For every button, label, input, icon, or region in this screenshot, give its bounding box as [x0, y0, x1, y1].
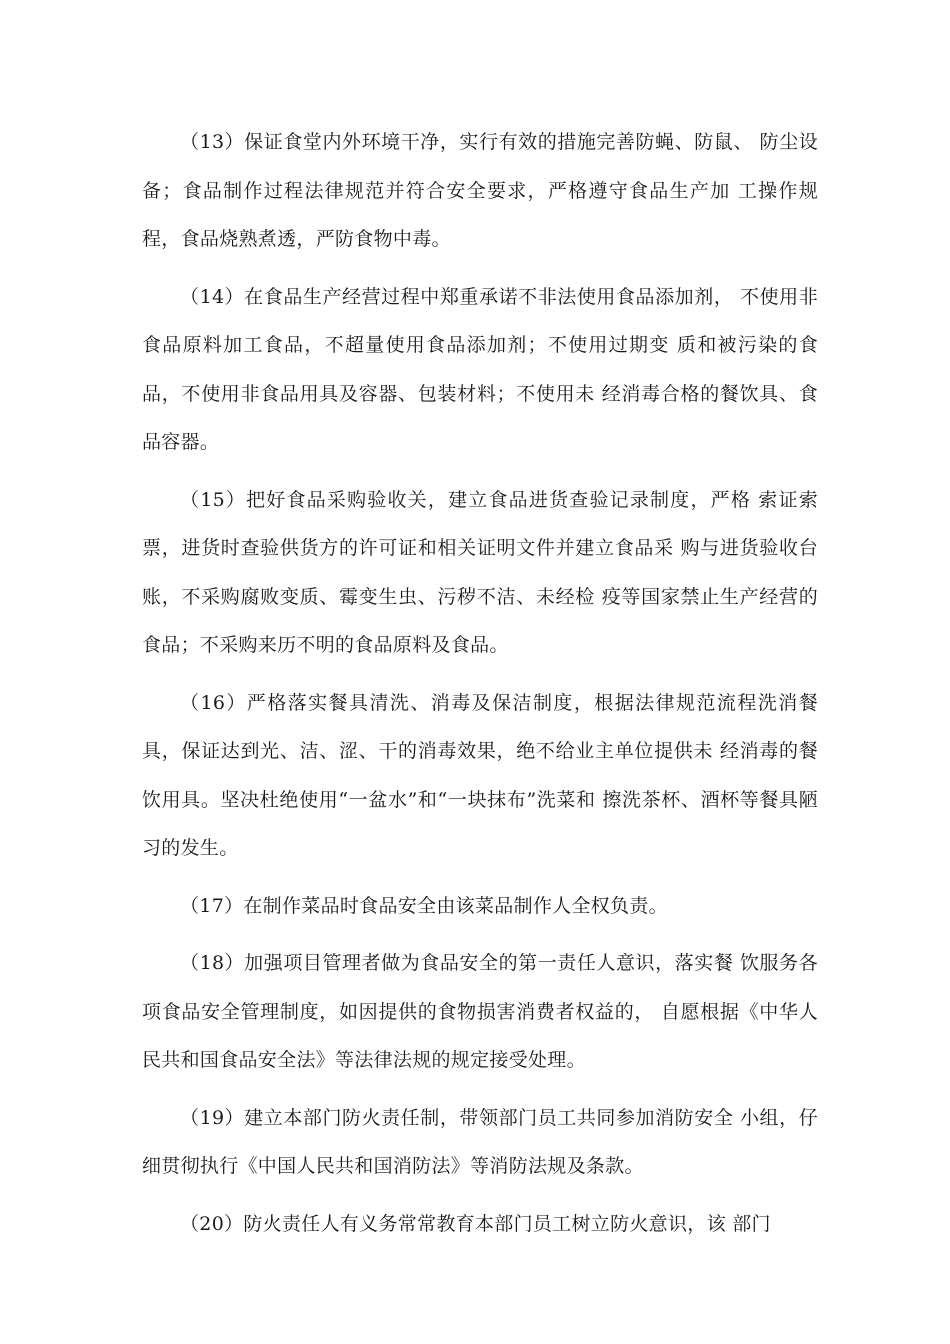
- paragraph-20: （20）防火责任人有义务常常教育本部门员工树立防火意识，该 部门: [180, 1212, 771, 1235]
- paragraph-17: （17）在制作菜品时食品安全由该菜品制作人全权负责。: [180, 894, 668, 917]
- paragraph-16: （16）严格落实餐具清洗、消毒及保洁制度，根据法律规范流程洗消餐具，保证达到光、洁、涩、干的消毒效果，绝不给业主单位提供未 经消毒的餐饮用具。坚决杜绝使用“一盆水”和“一块抹布”洗菜和 擦洗茶杯、酒杯等餐具陋习的发生。: [142, 691, 818, 859]
- document-body: [142, 118, 818, 1257]
- paragraph-13: （13）保证食堂内外环境干净，实行有效的措施完善防蝇、防鼠、 防尘设备；食品制作过程法律规范并符合安全要求，严格遵守食品生产加 工操作规程，食品烧熟煮透，严防食物中毒。: [142, 131, 818, 250]
- paragraph-14: （14）在食品生产经营过程中郑重承诺不非法使用食品添加剂， 不使用非食品原料加工食品，不超量使用食品添加剂；不使用过期变 质和被污染的食品，不使用非食品用具及容器、包装材料；不使用未 经消毒合格的餐饮具、食品容器。: [142, 285, 818, 453]
- paragraph-15: （15）把好食品采购验收关，建立食品进货查验记录制度，严格 索证索票，进货时查验供货方的许可证和相关证明文件并建立食品采 购与进货验收台账，不采购腐败变质、霉变生虫、污秽不洁、未经检 疫等国家禁止生产经营的食品；不采购来历不明的食品原料及食品。: [142, 488, 818, 656]
- paragraph-18: （18）加强项目管理者做为食品安全的第一责任人意识，落实餐 饮服务各项食品安全管理制度，如因提供的食物损害消费者权益的， 自愿根据《中华人民共和国食品安全法》等法律法规的规定接受处理。: [142, 952, 818, 1071]
- paragraph-19: （19）建立本部门防火责任制，带领部门员工共同参加消防安全 小组，仔细贯彻执行《中国人民共和国消防法》等消防法规及条款。: [142, 1106, 818, 1177]
